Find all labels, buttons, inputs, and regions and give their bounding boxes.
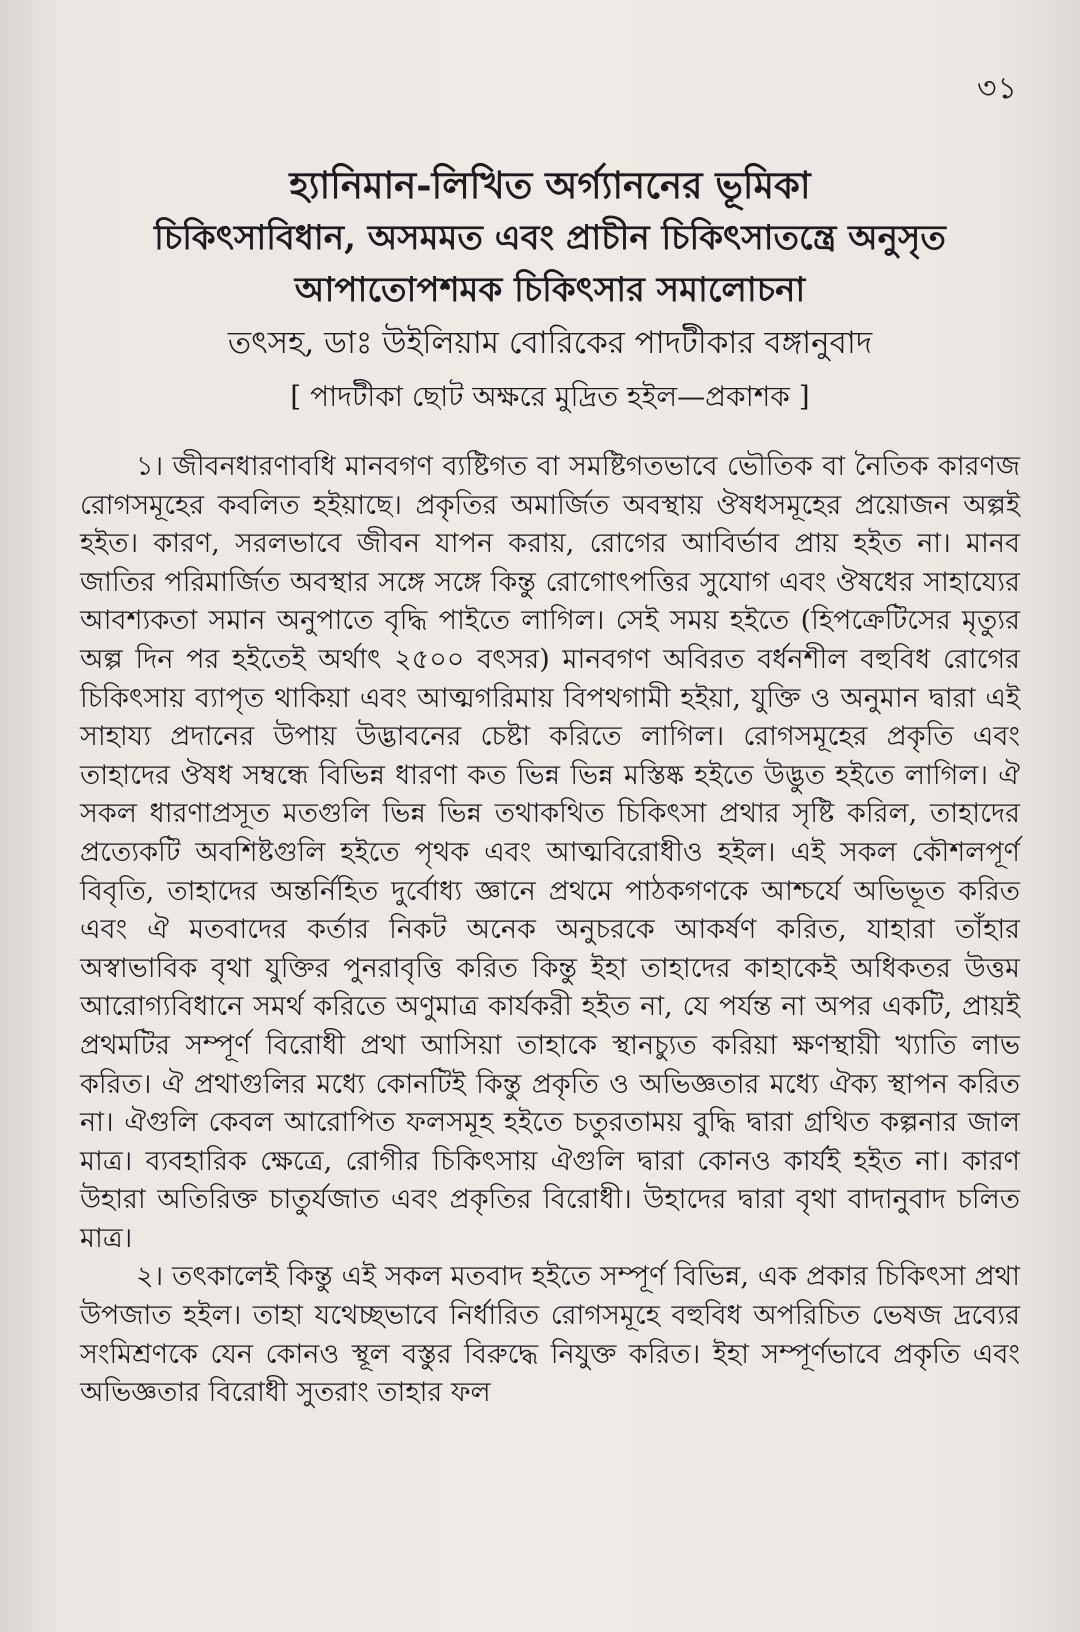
page-number: ৩১ <box>977 71 1018 106</box>
chapter-subtitle-line-1: চিকিৎসাবিধান, অসমমত এবং প্রাচীন চিকিৎসাতন্ত্রে অনুসৃত <box>154 218 946 258</box>
chapter-header <box>80 158 1020 422</box>
chapter-subtitle-line-2: আপাতোপশমক চিকিৎসার সমালোচনা <box>294 270 806 310</box>
paragraph-1: ১। জীবনধারণাবধি মানবগণ ব্যষ্টিগত বা সমষ্টিগতভাবে ভৌতিক বা নৈতিক কারণজ রোগসমূহের কবলিত হইয়াছে। প্রকৃতির অমার্জিত অবস্থায় ঔষধসমূহের প্রয়োজন অল্পই হইত। কারণ, সরলভাবে জীবন যাপন করায়, রোগের আবির্ভাব প্রায় হইত না। মানব জাতির পরিমার্জিত অবস্থার সঙ্গে সঙ্গে কিন্তু রোগোৎপত্তির সুযোগ এবং ঔষধের সাহায্যের আবশ্যকতা সমান অনুপাতে বৃদ্ধি পাইতে লাগিল। সেই সময় হইতে (হিপক্রেটিসের মৃত্যুর অল্প দিন পর হইতেই অর্থাৎ ২৫০০ বৎসর) মানবগণ অবিরত বর্ধনশীল বহুবিধ রোগের চিকিৎসায় ব্যাপৃত থাকিয়া এবং আত্মগরিমায় বিপথগামী হইয়া, যুক্তি ও অনুমান দ্বারা এই সাহায্য প্রদানের উপায় উদ্ভাবনের চেষ্টা করিতে লাগিল। রোগসমূহের প্রকৃতি এবং তাহাদের ঔষধ সম্বন্ধে বিভিন্ন ধারণা কত ভিন্ন ভিন্ন মস্তিষ্ক হইতে উদ্ভুত হইতে লাগিল। ঐ সকল ধারণাপ্রসূত মতগুলি ভিন্ন ভিন্ন তথাকথিত চিকিৎসা প্রথার সৃষ্টি করিল, তাহাদের প্রত্যেকটি অবশিষ্টগুলি হইতে পৃথক এবং আত্মবিরোধীও হইল। এই সকল কৌশলপূর্ণ বিবৃতি, তাহাদের অন্তর্নিহিত দুর্বোধ্য জ্ঞানে প্রথমে পাঠকগণকে আশ্চর্যে অভিভূত করিত এবং ঐ মতবাদের কর্তার নিকট অনেক অনুচরকে আকর্ষণ করিত, যাহারা তাঁহার অস্বাভাবিক বৃথা যুক্তির পুনরাবৃত্তি করিত কিন্তু ইহা তাহাদের কাহাকেই অধিকতর উত্তম আরোগ্যবিধানে সমর্থ করিতে অণুমাত্র কার্যকরী হইত না, যে পর্যন্ত না অপর একটি, প্রায়ই প্রথমটির সম্পূর্ণ বিরোধী প্রথা আসিয়া তাহাকে স্থানচ্যুত করিয়া ক্ষণস্থায়ী খ্যাতি লাভ করিত। ঐ প্রথাগুলির মধ্যে কোনটিই কিন্তু প্রকৃতি ও অভিজ্ঞতার মধ্যে ঐক্য স্থাপন করিত না। ঐগুলি কেবল আরোপিত ফলসমূহ হইতে চতুরতাময় বুদ্ধি দ্বারা গ্রথিত কল্পনার জাল মাত্র। ব্যবহারিক ক্ষেত্রে, রোগীর চিকিৎসায় ঐগুলি দ্বারা কোনও কার্যই হইত না। কারণ উহারা অতিরিক্ত চাতুর্যজাত এবং প্রকৃতির বিরোধী। উহাদের দ্বারা বৃথা বাদানুবাদ চলিত মাত্র। <box>80 451 1020 1254</box>
translation-note: তৎসহ, ডাঃ উইলিয়াম বোরিকের পাদটীকার বঙ্গানুবাদ <box>227 325 873 361</box>
publisher-note: [ পাদটীকা ছোট অক্ষরে মুদ্রিত হইল—প্রকাশক ] <box>290 380 810 413</box>
chapter-title: হ্যানিমান-লিখিত অর্গ্যাননের ভূমিকা <box>289 163 811 207</box>
paragraph-2: ২। তৎকালেই কিন্তু এই সকল মতবাদ হইতে সম্পূর্ণ বিভিন্ন, এক প্রকার চিকিৎসা প্রথা উপজাত হইল। তাহা যথেচ্ছভাবে নির্ধারিত রোগসমূহে বহুবিধ অপরিচিত ভেষজ দ্রব্যের সংমিশ্রণকে যেন কোনও স্থূল বস্তুর বিরুদ্ধে নিযুক্ত করিত। ইহা সম্পূর্ণভাবে প্রকৃতি এবং অভিজ্ঞতার বিরোধী সুতরাং তাহার ফল <box>80 1261 1020 1409</box>
body-text <box>80 448 1020 1413</box>
